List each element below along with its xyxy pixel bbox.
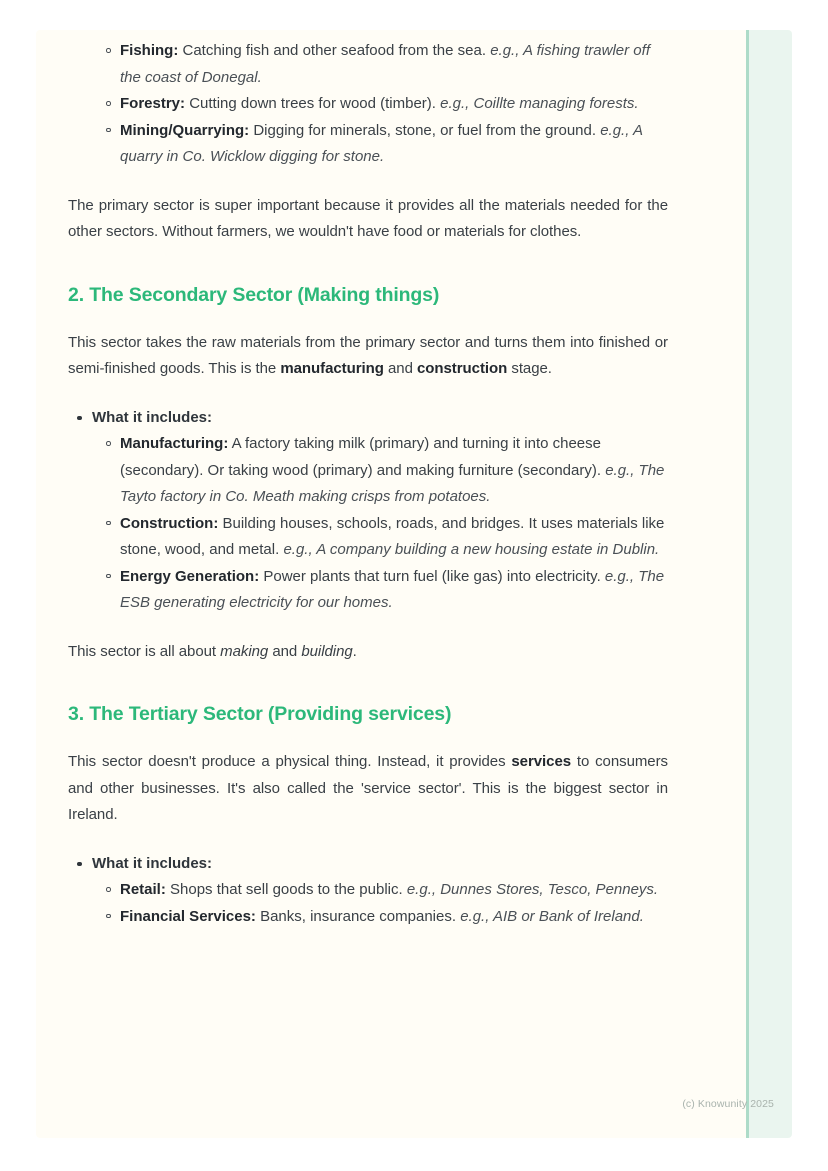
closing-part-3: . [352, 642, 357, 660]
term-label: Forestry: [120, 95, 186, 112]
includes-label: What it includes: [92, 854, 212, 872]
copyright-watermark: (c) Knowunity 2025 [682, 1098, 774, 1110]
circle-bullet-icon [106, 887, 111, 892]
list-item [68, 431, 668, 511]
circle-bullet-icon [106, 574, 111, 579]
primary-sector-list [68, 38, 668, 171]
secondary-sector-intro [68, 330, 668, 383]
spacer [68, 383, 668, 405]
circle-bullet-icon [106, 101, 111, 106]
intro-part-2: and [383, 360, 417, 377]
term-body: Shops that sell goods to the public. [165, 881, 407, 898]
secondary-sector-list [68, 431, 668, 617]
example-text: e.g., Dunnes Stores, Tesco, Penneys. [406, 881, 659, 898]
term-label: Manufacturing: [120, 435, 229, 452]
term-label: Fishing: [120, 42, 179, 59]
term-label: Construction: [120, 514, 219, 532]
intro-part-1: This sector takes the raw materials from the primary sector and turns them into finished or semi-finished goods. This is the [68, 333, 668, 377]
spacer [68, 171, 668, 193]
closing-italic-building: building [301, 642, 353, 660]
includes-label: What it includes: [92, 408, 212, 426]
term-label: Mining/Quarrying: [120, 121, 250, 139]
secondary-sector-heading: 2. The Secondary Sector (Making things) [68, 283, 440, 306]
example-text: e.g., Coillte managing forests. [440, 95, 639, 112]
spacer [68, 617, 668, 639]
tertiary-sector-intro [68, 749, 668, 829]
document-card [36, 30, 792, 1138]
list-item [68, 904, 668, 931]
term-body: Power plants that turn fuel (like gas) into electricity. [259, 567, 605, 585]
intro-bold-manufacturing: manufacturing [280, 360, 384, 377]
circle-bullet-icon [106, 521, 111, 526]
term-body: A factory taking milk (primary) and turning it into cheese (secondary). Or taking wood (primary) and making furniture (secondary). [120, 435, 606, 479]
list-item [68, 405, 668, 432]
secondary-sector-closing [68, 639, 668, 666]
intro-part-2: to consumers and other businesses. It's also called the 'service sector'. This is the biggest sector in Ireland. [68, 753, 668, 823]
spacer [68, 829, 668, 851]
intro-part-1: This sector doesn't produce a physical thing. Instead, it provides [68, 753, 512, 770]
closing-part-1: This sector is all about [68, 642, 221, 660]
intro-part-3: stage. [507, 360, 552, 377]
example-text: e.g., A fishing trawler off the coast of Donegal. [120, 42, 650, 86]
term-body: Catching fish and other seafood from the sea. [178, 42, 491, 59]
tertiary-sector-list [68, 877, 668, 930]
circle-bullet-icon [106, 914, 111, 919]
primary-sector-summary: The primary sector is super important because it provides all the materials needed for the other sectors. Without farmers, we wouldn't have food or materials for clothes. [68, 196, 668, 240]
disc-bullet-icon [77, 416, 82, 421]
term-body: Banks, insurance companies. [255, 907, 461, 925]
spacer [68, 727, 668, 749]
term-body: Building houses, schools, roads, and bridges. It uses materials like stone, wood, and metal. [120, 514, 665, 558]
example-text: e.g., AIB or Bank of Ireland. [460, 907, 644, 925]
term-body: Cutting down trees for wood (timber). [185, 95, 441, 112]
term-body: Digging for minerals, stone, or fuel from the ground. [249, 121, 601, 139]
spacer [68, 665, 668, 701]
list-item [68, 877, 668, 904]
term-label: Retail: [120, 881, 166, 898]
spacer [68, 246, 668, 282]
document-content [68, 30, 668, 930]
example-text: e.g., The ESB generating electricity for our homes. [120, 567, 665, 611]
closing-italic-making: making [220, 642, 269, 660]
example-text: e.g., A quarry in Co. Wicklow digging for stone. [120, 121, 643, 165]
list-item [68, 511, 668, 564]
spacer [68, 308, 668, 330]
circle-bullet-icon [106, 128, 111, 133]
example-text: e.g., The Tayto factory in Co. Meath making crisps from potatoes. [120, 461, 665, 505]
term-label: Energy Generation: [120, 567, 260, 585]
right-accent-strip [746, 30, 792, 1138]
circle-bullet-icon [106, 48, 111, 53]
list-item [68, 38, 668, 91]
list-item [68, 564, 668, 617]
closing-part-2: and [268, 642, 302, 660]
circle-bullet-icon [106, 441, 111, 446]
disc-bullet-icon [77, 862, 82, 867]
list-item [68, 851, 668, 878]
example-text: e.g., A company building a new housing estate in Dublin. [283, 541, 660, 558]
tertiary-sector-includes [68, 851, 668, 878]
secondary-sector-includes [68, 405, 668, 432]
list-item [68, 91, 668, 118]
list-item [68, 118, 668, 171]
intro-bold-services: services [511, 753, 572, 770]
term-label: Financial Services: [120, 907, 256, 925]
tertiary-sector-heading: 3. The Tertiary Sector (Providing services) [68, 703, 452, 725]
intro-bold-construction: construction [417, 360, 508, 377]
